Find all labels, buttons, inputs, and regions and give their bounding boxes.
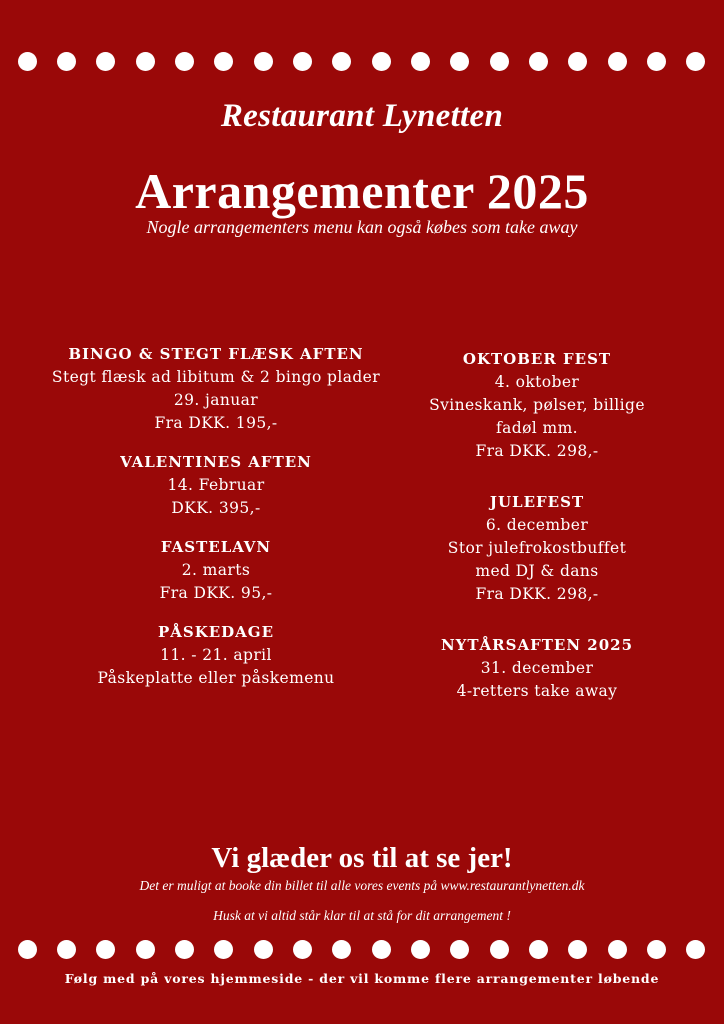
event-name: FASTELAVN	[160, 538, 272, 556]
event-name: BINGO & STEGT FLÆSK AFTEN	[68, 345, 364, 363]
dot-decoration	[686, 52, 705, 71]
dot-decoration	[57, 52, 76, 71]
event-description: med DJ & dans	[475, 562, 599, 580]
dot-decoration	[214, 940, 233, 959]
dot-decoration	[18, 52, 37, 71]
dot-decoration	[411, 52, 430, 71]
event-description: Stor julefrokostbuffet	[447, 539, 627, 557]
event-price: DKK. 395,-	[171, 499, 261, 517]
event-description: fadøl mm.	[495, 419, 579, 437]
booking-note: Det er muligt at booke din billet til alle vores events på www.restaurantlynetten.dk	[139, 878, 585, 893]
bottom-dot-border	[0, 940, 724, 960]
event-date: 4. oktober	[494, 373, 580, 391]
dot-decoration	[254, 940, 273, 959]
event-name: JULEFEST	[489, 493, 585, 511]
dot-decoration	[647, 940, 666, 959]
dot-decoration	[490, 52, 509, 71]
closing-headline: Vi glæder os til at se jer!	[211, 842, 513, 874]
arrangement-note: Husk at vi altid står klar til at stå for dit arrangement !	[213, 908, 511, 923]
dot-decoration	[450, 52, 469, 71]
dot-decoration	[608, 52, 627, 71]
dot-decoration	[490, 940, 509, 959]
dot-decoration	[372, 940, 391, 959]
dot-decoration	[568, 940, 587, 959]
event-bingo	[36, 343, 396, 435]
event-date: 14. Februar	[167, 476, 265, 494]
event-date: 2. marts	[181, 561, 251, 579]
event-description: Svineskank, pølser, billige	[429, 396, 645, 414]
dot-decoration	[332, 940, 351, 959]
dot-decoration	[254, 52, 273, 71]
event-price: Fra DKK. 195,-	[154, 414, 278, 432]
event-fastelavn	[36, 536, 396, 605]
footer-note: Følg med på vores hjemmeside - der vil komme flere arrangementer løbende	[64, 971, 660, 986]
dot-decoration	[57, 940, 76, 959]
dot-decoration	[175, 52, 194, 71]
event-julefest	[357, 491, 717, 606]
dot-decoration	[529, 52, 548, 71]
event-description: 4-retters take away	[456, 682, 618, 700]
dot-decoration	[293, 52, 312, 71]
dot-decoration	[568, 52, 587, 71]
dot-decoration	[411, 940, 430, 959]
dot-decoration	[136, 52, 155, 71]
dot-decoration	[450, 940, 469, 959]
event-name: OKTOBER FEST	[462, 350, 612, 368]
dot-decoration	[332, 52, 351, 71]
page-title: Arrangementer 2025	[135, 163, 589, 219]
event-date: 29. januar	[173, 391, 259, 409]
page-subtitle: Nogle arrangementers menu kan også købes som take away	[146, 217, 578, 237]
event-paaskedage	[36, 621, 396, 690]
event-price: Fra DKK. 95,-	[159, 584, 273, 602]
event-description: Påskeplatte eller påskemenu	[97, 669, 335, 687]
dot-decoration	[529, 940, 548, 959]
dot-decoration	[136, 940, 155, 959]
event-nytaarsaften	[357, 634, 717, 703]
dot-decoration	[293, 940, 312, 959]
dot-decoration	[608, 940, 627, 959]
event-name: PÅSKEDAGE	[157, 623, 275, 641]
event-price: Fra DKK. 298,-	[475, 585, 599, 603]
restaurant-name: Restaurant Lynetten	[220, 98, 504, 134]
event-oktober-fest	[357, 348, 717, 463]
dot-decoration	[647, 52, 666, 71]
top-dot-border	[0, 52, 724, 72]
event-date: 11. - 21. april	[160, 646, 272, 664]
event-valentines	[36, 451, 396, 520]
dot-decoration	[175, 940, 194, 959]
event-name: VALENTINES AFTEN	[120, 453, 312, 471]
dot-decoration	[18, 940, 37, 959]
dot-decoration	[372, 52, 391, 71]
event-price: Fra DKK. 298,-	[475, 442, 599, 460]
dot-decoration	[214, 52, 233, 71]
dot-decoration	[96, 940, 115, 959]
event-name: NYTÅRSAFTEN 2025	[440, 636, 634, 654]
dot-decoration	[686, 940, 705, 959]
event-date: 31. december	[480, 659, 594, 677]
dot-decoration	[96, 52, 115, 71]
event-description: Stegt flæsk ad libitum & 2 bingo plader	[51, 368, 381, 386]
event-date: 6. december	[485, 516, 589, 534]
